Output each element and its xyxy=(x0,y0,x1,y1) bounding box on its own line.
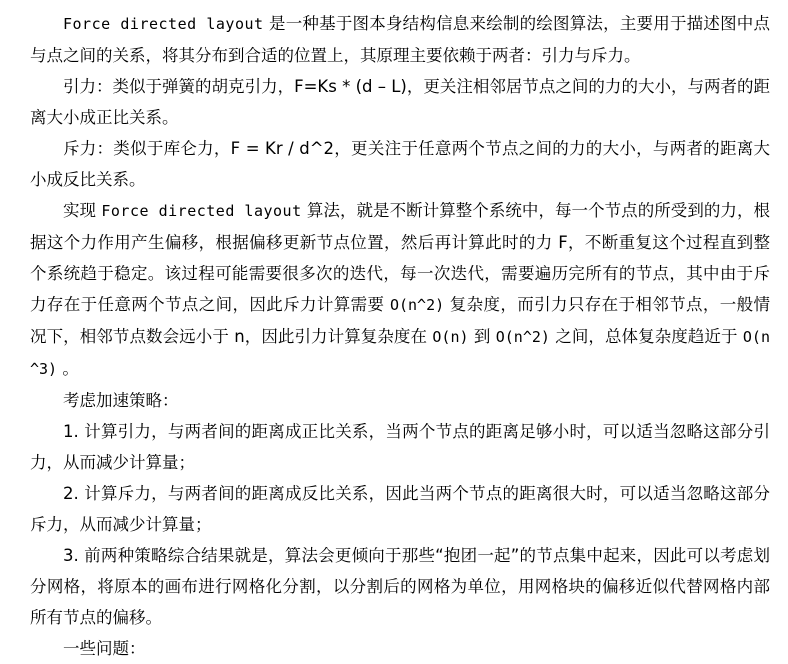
text-run: 2. 计算斥力，与两者间的距离成反比关系，因此当两个节点的距离很大时，可以适当忽略这部分斥力，从而减少计算量； xyxy=(30,484,770,534)
paragraph-repulsion xyxy=(30,133,770,195)
text-run: 。 xyxy=(57,359,79,378)
text-run: 引力：类似于弹簧的胡克引力，F=Ks * (d – L)，更关注相邻居节点之间的力的大小，与两者的距离大小成正比关系。 xyxy=(30,77,770,127)
paragraph-strategy-1 xyxy=(30,416,770,478)
text-run: 3. 前两种策略综合结果就是，算法会更倾向于那些“抱团一起”的节点集中起来，因此可以考虑划分网格，将原本的画布进行网格化分割，以分割后的网格为单位，用网格块的偏移近似代替网格内部所有节点的偏移。 xyxy=(30,546,770,627)
text-run: 是一种基于图本身结构信息来绘制的绘图算法，主要用于描述图中点与点之间的关系，将其分布到合适的位置上，其原理主要依赖于两者：引力与斥力。 xyxy=(30,14,770,65)
paragraph-attraction xyxy=(30,71,770,133)
paragraph-implementation xyxy=(30,195,770,385)
mono-run: Force directed layout xyxy=(101,202,302,220)
text-run: 斥力：类似于库仑力，F = Kr / d^2，更关注于任意两个节点之间的力的大小，与两者的距离大小成反比关系。 xyxy=(30,139,770,189)
text-run: 实现 xyxy=(63,201,102,220)
text-run: 之间，总体复杂度趋近于 xyxy=(549,327,743,346)
text-run: 复杂度，而引力只存在于相邻节点，一般情况下，相邻节点数会远小于 n，因此引力计算复杂度在 xyxy=(30,295,770,346)
code-run: O(n) xyxy=(432,328,469,346)
text-run: 考虑加速策略： xyxy=(63,391,179,410)
paragraph-acceleration-heading xyxy=(30,385,770,416)
text-run: 到 xyxy=(468,327,496,346)
text-run: 1. 计算引力，与两者间的距离成正比关系，当两个节点的距离足够小时，可以适当忽略这部分引力，从而减少计算量； xyxy=(30,422,770,472)
code-run: O(n^2) xyxy=(495,328,550,346)
paragraph-strategy-2 xyxy=(30,478,770,540)
text-run: 算法，就是不断计算整个系统中，每一个节点的所受到的力，根据这个力作用产生偏移，根据偏移更新节点位置，然后再计算此时的力 F，不断重复这个过程直到整个系统趋于稳定。该过程可能需要很多次的迭代，每一次迭代，需要遍历完所有的节点，其中由于斥力存在于任意两个节点之间，因此斥力计算需要 xyxy=(30,201,770,314)
text-run: 一些问题： xyxy=(63,639,146,658)
mono-run: Force directed layout xyxy=(63,15,264,33)
code-run: O(n^2) xyxy=(389,296,445,314)
paragraph-intro xyxy=(30,8,770,71)
code-run: O(n^3) xyxy=(30,328,770,378)
paragraph-strategy-3 xyxy=(30,540,770,633)
paragraph-clipped-heading xyxy=(30,633,770,658)
